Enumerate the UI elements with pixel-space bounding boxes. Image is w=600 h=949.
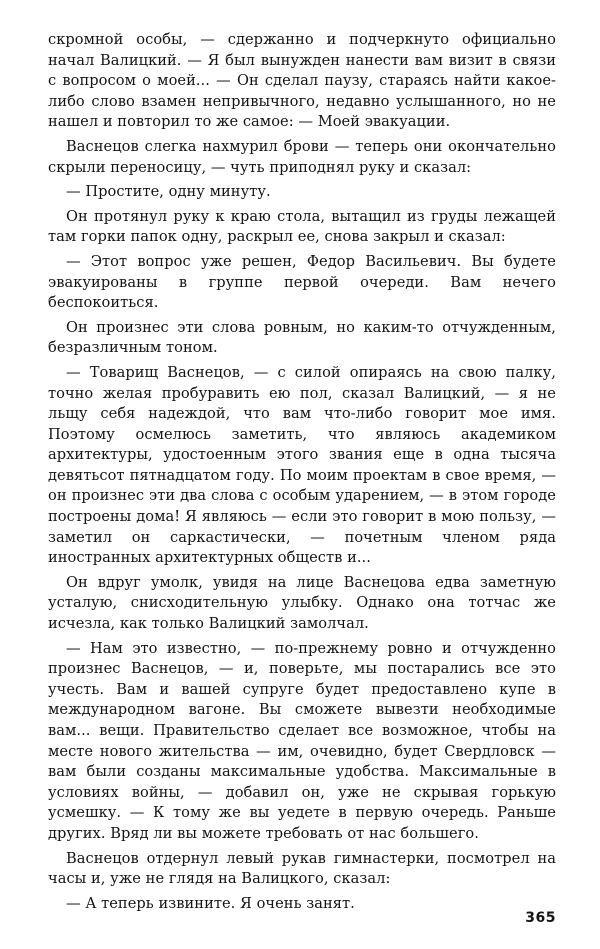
paragraph-10: Васнецов отдернул левый рукав гимнастерки, посмотрел на часы и, уже не глядя на Валицкого, сказал: — [48, 849, 556, 888]
paragraph-7: — Товарищ Васнецов, — с силой опираясь на свою палку, точно желая пробуравить ею пол, сказал Валицкий, — я не льщу себя надеждой, что вам что-либо говорит мое имя. Поэтому осмелюсь заметить, что являюсь академиком архитектуры, удостоенным этого звания еще в одна тысяча девятьсот пятнадцатом году. По моим проектам в свое время, — он произнес эти два слова с особым ударением, — в этом городе построены дома! Я являюсь — если это говорит в мою пользу, — заметил он саркастически, — почетным членом ряда иностранных архитектурных обществ и... — [48, 363, 556, 567]
paragraph-4: Он протянул руку к краю стола, вытащил из груды лежащей там горки папок одну, раскрыл ее, снова закрыл и сказал: — [48, 207, 556, 246]
paragraph-11: — А теперь извините. Я очень занят. — [66, 894, 355, 912]
paragraph-1: скромной особы, — сдержанно и подчеркнуто официально начал Валицкий. — Я был вынужден нанести вам визит в связи с вопросом о моей... — Он сделал паузу, стараясь найти какое-либо слово взамен непривычного, недавно услышанного, но не нашел и повторил то же самое: — Моей эвакуации. — [48, 31, 556, 131]
paragraph-5: — Этот вопрос уже решен, Федор Васильевич. Вы будете эвакуированы в группе первой очереди. Вам нечего беспокоиться. — [48, 252, 556, 312]
paragraph-8: Он вдруг умолк, увидя на лице Васнецова едва заметную усталую, снисходительную улыбку. Однако она тотчас же исчезла, как только Валицкий замолчал. — [48, 573, 556, 633]
paragraph-9: — Нам это известно, — по-прежнему ровно и отчужденно произнес Васнецов, — и, поверьте, мы постарались все это учесть. Вам и вашей супруге будет предоставлено купе в международном вагоне. Вы сможете вывезти необходимые вам... вещи. Правительство сделает все возможное, чтобы на месте нового жительства — им, очевидно, будет Свердловск — вам были созданы максимальные удобства. Максимальные в условиях войны, — добавил он, уже не скрывая горькую усмешку. — К тому же вы уедете в первую очередь. Раньше других. Вряд ли вы можете требовать от нас большего. — [48, 639, 556, 842]
paragraph-3: — Простите, одну минуту. — [66, 183, 271, 201]
page-number: 365 — [525, 910, 556, 926]
book-page-text — [48, 30, 556, 918]
paragraph-6: Он произнес эти слова ровным, но каким-то отчужденным, безразличным тоном. — [48, 318, 556, 357]
paragraph-2: Васнецов слегка нахмурил брови — теперь они окончательно скрыли переносицу, — чуть приподнял руку и сказал: — [48, 137, 556, 176]
